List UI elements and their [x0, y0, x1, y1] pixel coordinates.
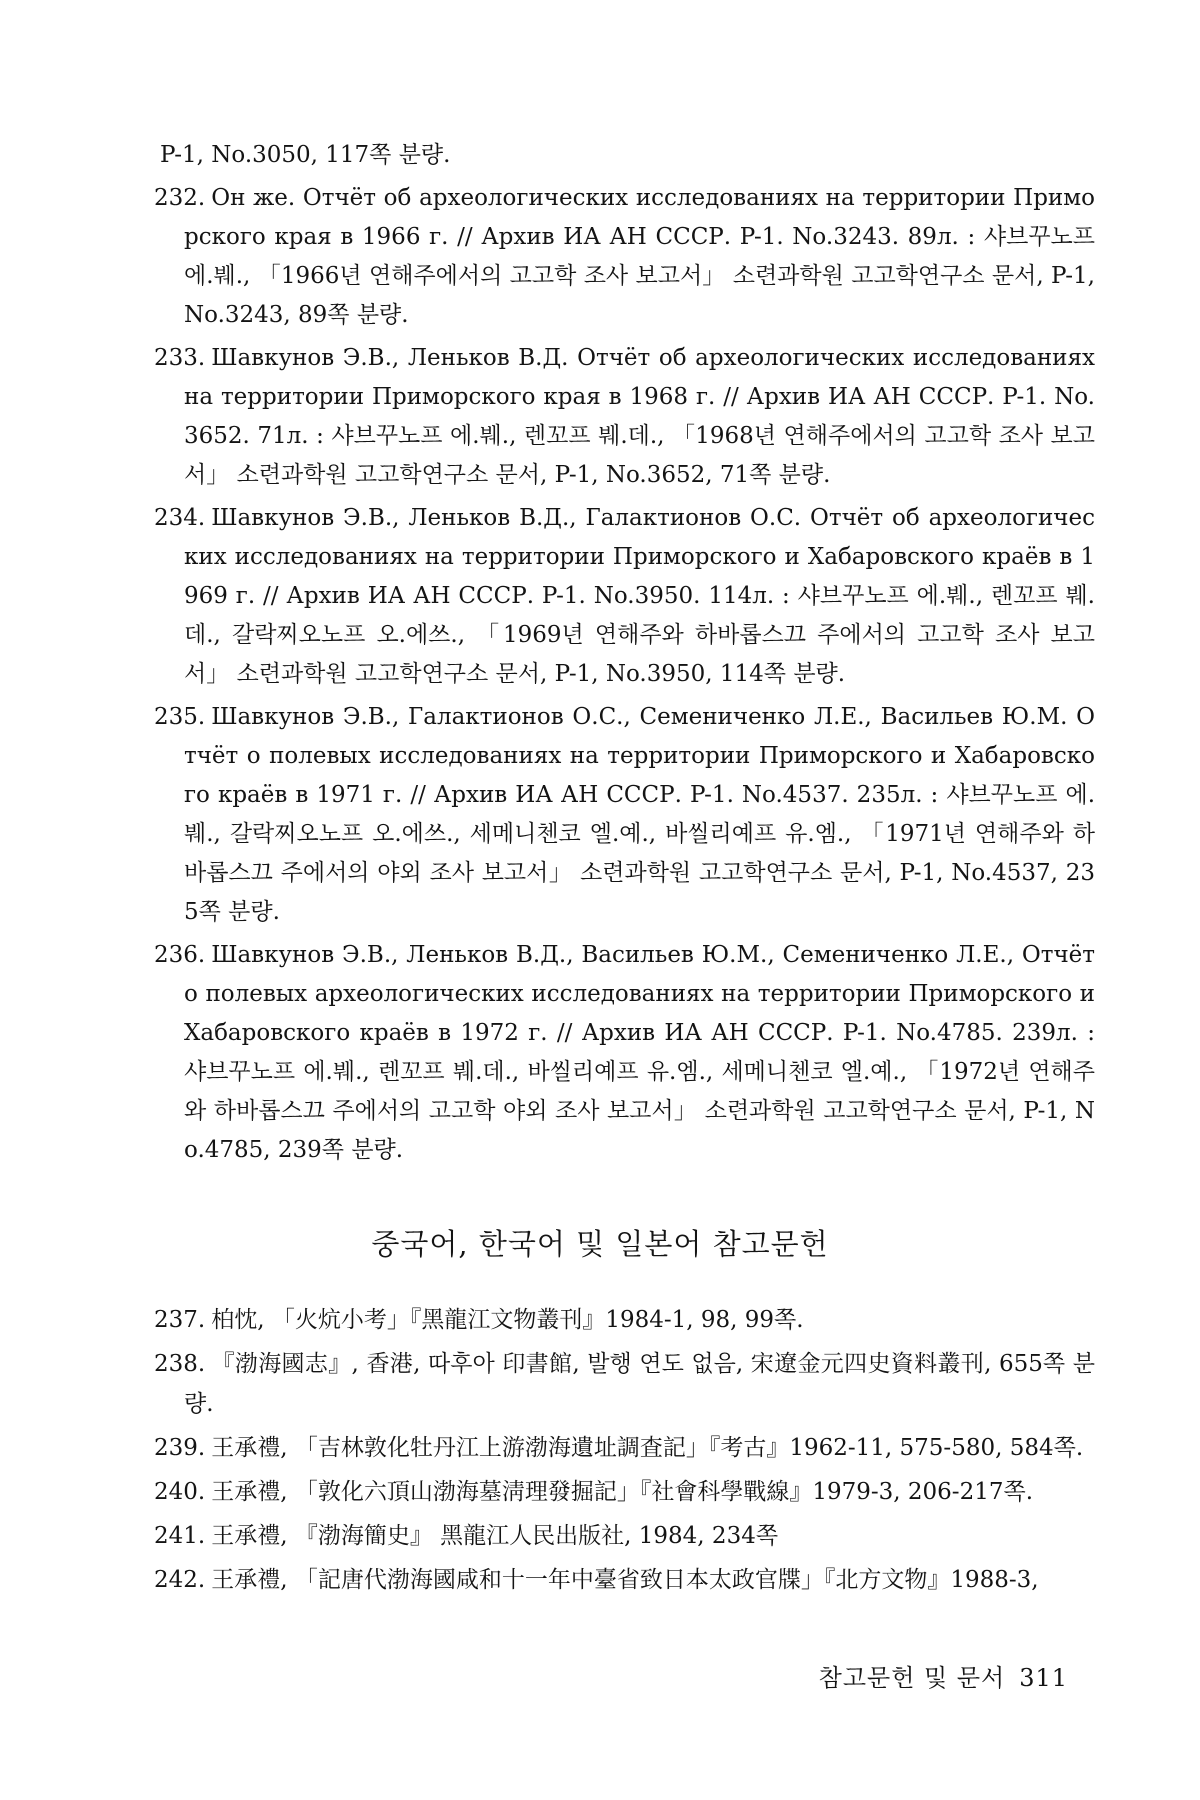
- reference-entry: [150, 1344, 1095, 1424]
- reference-entry: [150, 1516, 1095, 1556]
- reference-text: 『渤海國志』, 香港, 따후아 印書館, 발행 연도 없음, 宋遼金元四史資料叢刊, 655쪽 분량.: [184, 1351, 1095, 1417]
- reference-number: 232.: [154, 185, 206, 211]
- reference-text: P-1, No.3050, 117쪽 분량.: [160, 142, 451, 168]
- reference-number: 241.: [154, 1523, 206, 1549]
- reference-text: Шавкунов Э.В., Леньков В.Д. Отчёт об археологических исследованиях на территории Приморского края в 1968 г. // Архив ИА АН СССР. P-1. No.3652. 71л. : 샤브꾸노프 에.붸., 렌꼬프 붸.데., 「1968년 연해주에서의 고고학 조사 보고서」 소련과학원 고고학연구소 문서, P-1, No.3652, 71쪽 분량.: [184, 345, 1095, 488]
- section-heading: 중국어, 한국어 및 일본어 참고문헌: [371, 1227, 829, 1261]
- reference-text: 王承禮, 「記唐代渤海國咸和十一年中臺省致日本太政官牒」『北方文物』1988-3,: [211, 1567, 1039, 1593]
- reference-text: 王承禮, 「敦化六頂山渤海墓淸理發掘記」『社會科學戰線』1979-3, 206-217쪽.: [211, 1479, 1034, 1505]
- reference-entry: [150, 698, 1095, 932]
- reference-text: 柏忱, 「火炕小考」『黑龍江文物叢刊』1984-1, 98, 99쪽.: [211, 1307, 804, 1333]
- reference-entry: [150, 1560, 1095, 1600]
- reference-entry: [150, 136, 1095, 175]
- reference-entry: [150, 179, 1095, 335]
- reference-number: 237.: [154, 1307, 206, 1333]
- reference-entry: [150, 1428, 1095, 1468]
- reference-entry: [150, 1472, 1095, 1512]
- page-number: 311: [1019, 1664, 1068, 1692]
- reference-number: 234.: [154, 505, 206, 531]
- reference-number: 238.: [154, 1351, 206, 1377]
- reference-entry: [150, 936, 1095, 1170]
- reference-entry: [150, 1300, 1095, 1340]
- reference-number: 236.: [154, 942, 206, 968]
- reference-list-east-asian: [150, 1300, 1095, 1604]
- reference-text: Шавкунов Э.В., Леньков В.Д., Галактионов О.С. Отчёт об археологических исследованиях на территории Приморского и Хабаровского краёв в 1969 г. // Архив ИА АН СССР. P-1. No.3950. 114л. : 샤브꾸노프 에.붸., 렌꼬프 붸.데., 갈락찌오노프 오.에쓰., 「1969년 연해주와 하바롭스끄 주에서의 고고학 조사 보고서」 소련과학원 고고학연구소 문서, P-1, No.3950, 114쪽 분량.: [184, 505, 1095, 687]
- reference-text: 王承禮, 「吉林敦化牡丹江上游渤海遺址調査記」『考古』1962-11, 575-580, 584쪽.: [211, 1435, 1084, 1461]
- reference-text: 王承禮, 『渤海簡史』 黑龍江人民出版社, 1984, 234쪽: [211, 1523, 779, 1549]
- reference-number: 239.: [154, 1435, 206, 1461]
- reference-number: 233.: [154, 345, 206, 371]
- reference-number: 235.: [154, 704, 206, 730]
- reference-number: 242.: [154, 1567, 206, 1593]
- reference-number: 240.: [154, 1479, 206, 1505]
- reference-entry: [150, 339, 1095, 495]
- reference-text: Шавкунов Э.В., Галактионов О.С., Семениченко Л.Е., Васильев Ю.М. Отчёт о полевых исследованиях на территории Приморского и Хабаровского краёв в 1971 г. // Архив ИА АН СССР. P-1. No.4537. 235л. : 샤브꾸노프 에.붸., 갈락찌오노프 오.에쓰., 세메니첸코 엘.예., 바씰리예프 유.엠., 「1971년 연해주와 하바롭스끄 주에서의 야외 조사 보고서」 소련과학원 고고학연구소 문서, P-1, No.4537, 235쪽 분량.: [184, 704, 1095, 925]
- running-footer-label: 참고문헌 및 문서: [818, 1664, 1006, 1692]
- reference-list-russian: [150, 136, 1095, 1174]
- reference-entry: [150, 499, 1095, 694]
- reference-text: Шавкунов Э.В., Леньков В.Д., Васильев Ю.М., Семениченко Л.Е., Отчёт о полевых археологических исследованиях на территории Приморского и Хабаровского краёв в 1972 г. // Архив ИА АН СССР. P-1. No.4785. 239л. : 샤브꾸노프 에.붸., 렌꼬프 붸.데., 바씰리예프 유.엠., 세메니첸코 엘.예., 「1972년 연해주와 하바롭스끄 주에서의 고고학 야외 조사 보고서」 소련과학원 고고학연구소 문서, P-1, No.4785, 239쪽 분량.: [184, 942, 1095, 1163]
- page-footer: [819, 1658, 1068, 1693]
- reference-text: Он же. Отчёт об археологических исследованиях на территории Приморского края в 1966 г. // Архив ИА АН СССР. P-1. No.3243. 89л. : 샤브꾸노프 에.붸., 「1966년 연해주에서의 고고학 조사 보고서」 소련과학원 고고학연구소 문서, P-1, No.3243, 89쪽 분량.: [184, 185, 1095, 328]
